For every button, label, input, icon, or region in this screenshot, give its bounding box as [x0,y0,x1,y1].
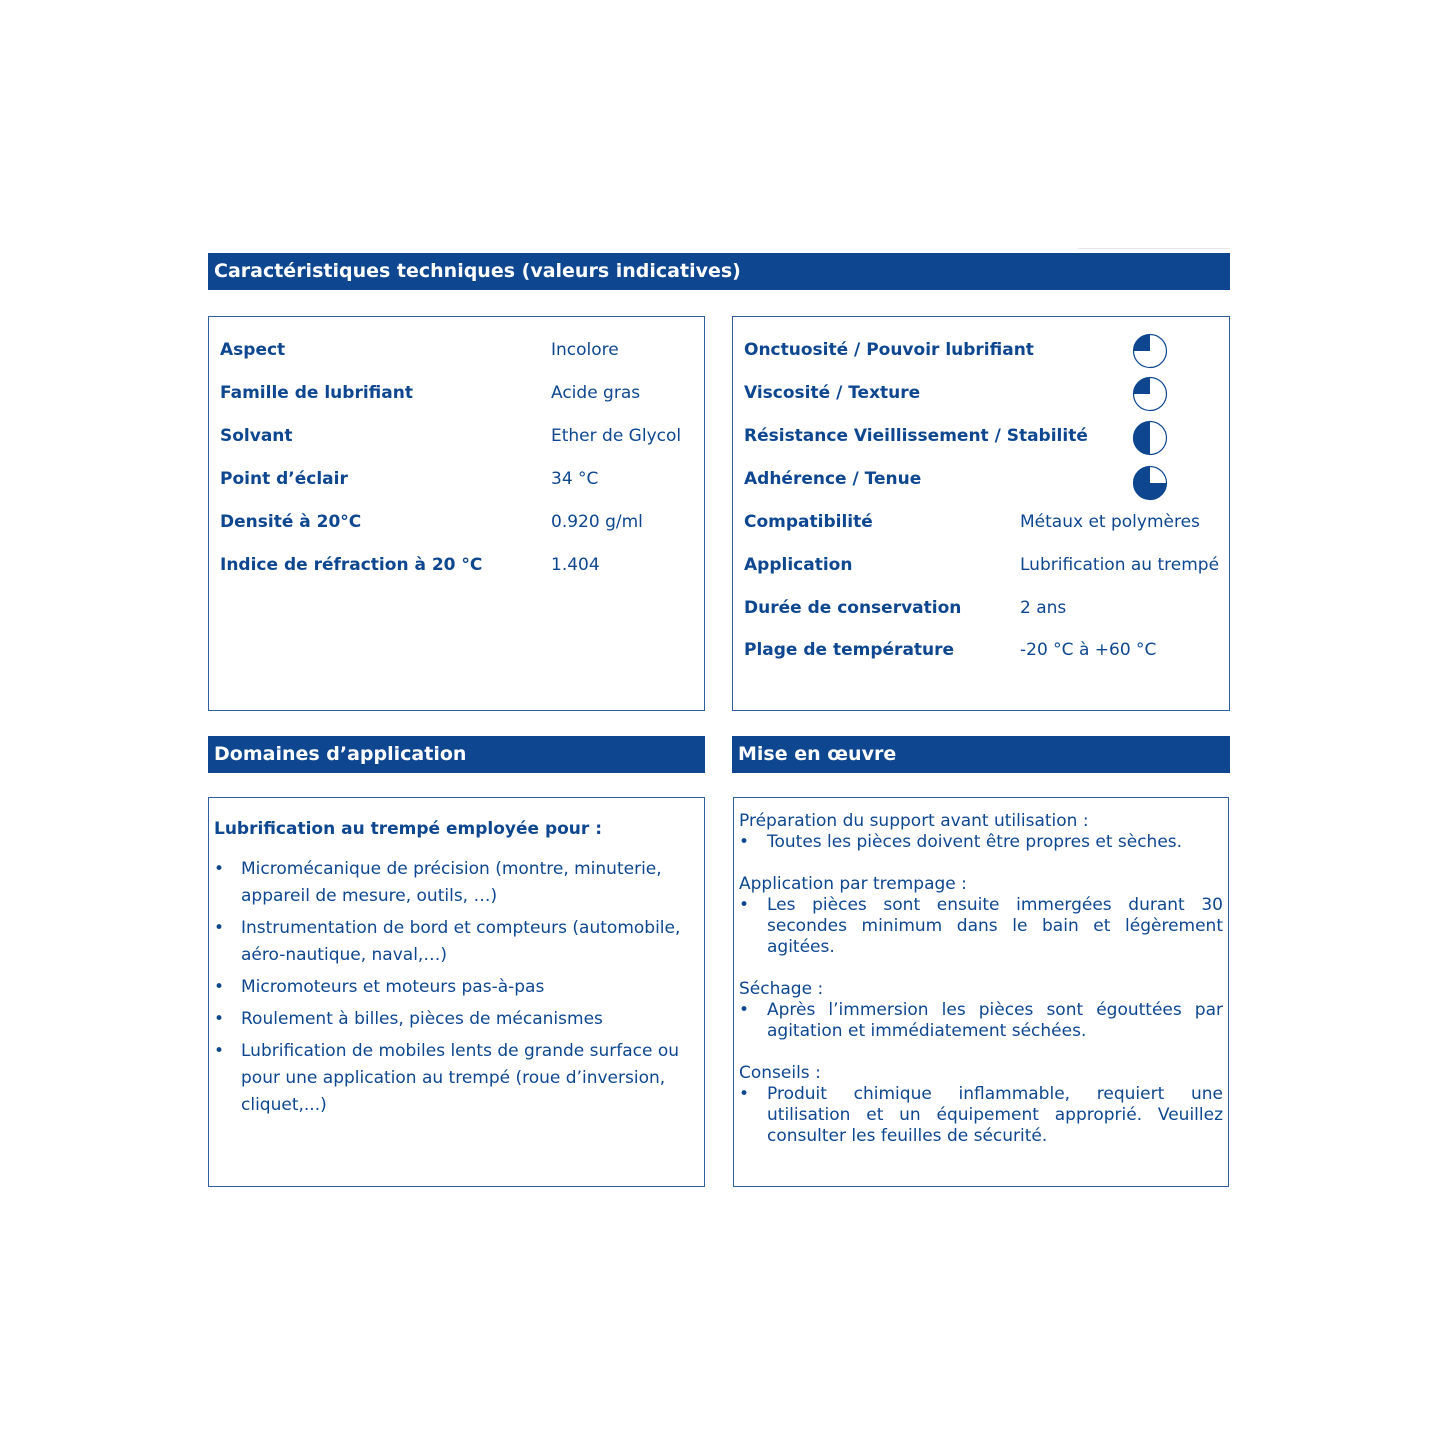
rating-pie-icon [1132,465,1168,501]
top-rule [1078,248,1230,249]
mise-section-title: Conseils : [739,1063,821,1083]
list-item: • Instrumentation de bord et compteurs (automobile, aéro-nautique, naval,…) [214,915,694,969]
prop-label: Compatibilité [744,512,873,532]
prop-label: Famille de lubrifiant [220,383,413,403]
list-item: • Lubrification de mobiles lents de grande surface ou pour une application au trempé (roue d’inversion, cliquet,...) [214,1038,694,1119]
section-header-mise: Mise en œuvre [732,736,1230,773]
list-item: • Micromécanique de précision (montre, minuterie, appareil de mesure, outils, …) [214,856,694,910]
prop-label: Indice de réfraction à 20 °C [220,555,483,575]
prop-value: 1.404 [551,555,600,575]
prop-value: Métaux et polymères [1020,512,1200,532]
prop-label: Aspect [220,340,286,360]
prop-label: Densité à 20°C [220,512,362,532]
mise-section [739,1063,1223,1147]
list-item: • Micromoteurs et moteurs pas-à-pas [214,974,694,1001]
prop-value: 34 °C [551,469,599,489]
mise-section [739,979,1223,1042]
domaines-list [214,856,694,1124]
mise-section-title: Application par trempage : [739,874,967,894]
gauge-fill [1134,422,1151,455]
prop-value: Acide gras [551,383,641,403]
prop-label: Durée de conservation [744,598,962,618]
rating-label: Onctuosité / Pouvoir lubrifiant [744,340,1034,360]
rating-label: Viscosité / Texture [744,383,921,403]
mise-bullet: • Les pièces sont ensuite immergées durant 30 secondes minimum dans le bain et légèrement agitées. [739,895,1223,958]
mise-bullet: • Toutes les pièces doivent être propres et sèches. [739,832,1223,853]
prop-value: 0.920 g/ml [551,512,643,532]
prop-value: Incolore [551,340,619,360]
mise-bullet: • Produit chimique inflammable, requiert une utilisation et un équipement approprié. Veuillez consulter les feuilles de sécurité. [739,1084,1223,1147]
mise-section-title: Préparation du support avant utilisation : [739,811,1089,831]
tech-properties-box [208,316,705,711]
prop-value: 2 ans [1020,598,1067,618]
gauge-fill [1134,335,1151,352]
gauge-fill [1134,378,1151,395]
mise-content [739,811,1223,1168]
prop-value: Ether de Glycol [551,426,682,446]
prop-label: Plage de température [744,640,955,660]
performance-box [732,316,1230,711]
rating-label: Adhérence / Tenue [744,469,922,489]
section-header-tech: Caractéristiques techniques (valeurs indicatives) [208,253,1230,290]
prop-label: Solvant [220,426,293,446]
prop-value: -20 °C à +60 °C [1020,640,1157,660]
mise-section [739,874,1223,958]
mise-section [739,811,1223,853]
rating-pie-icon [1132,333,1168,369]
list-item: • Roulement à billes, pièces de mécanismes [214,1006,694,1033]
prop-value: Lubrification au trempé [1020,555,1220,575]
domaines-title: Lubrification au trempé employée pour : [214,819,603,839]
rating-pie-icon [1132,420,1168,456]
mise-bullet: • Après l’immersion les pièces sont égouttées par agitation et immédiatement séchées. [739,1000,1223,1042]
prop-label: Application [744,555,853,575]
rating-label: Résistance Vieillissement / Stabilité [744,426,1088,446]
rating-pie-icon [1132,376,1168,412]
mise-section-title: Séchage : [739,979,824,999]
section-header-domaines: Domaines d’application [208,736,705,773]
prop-label: Point d’éclair [220,469,348,489]
